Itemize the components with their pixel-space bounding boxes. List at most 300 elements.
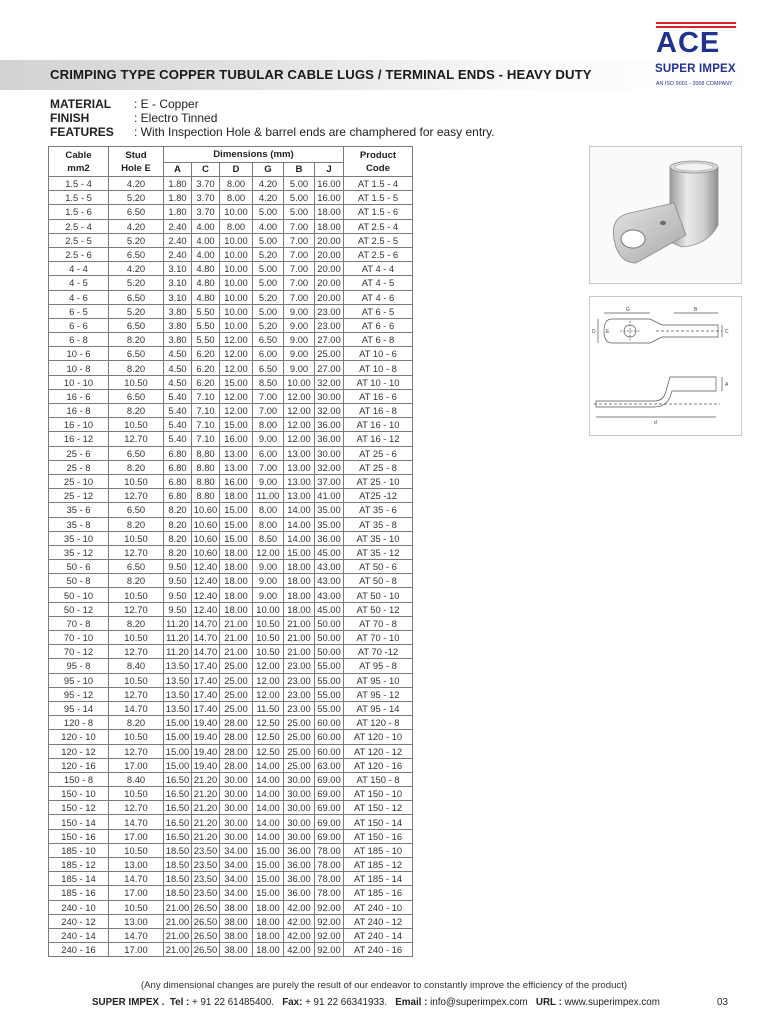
table-cell: 15.00 [220, 531, 253, 545]
table-cell: 150 - 12 [49, 801, 109, 815]
table-row [49, 616, 413, 630]
table-cell: 78.00 [315, 872, 344, 886]
table-cell: 26.50 [192, 943, 220, 957]
table-cell: 16.00 [220, 474, 253, 488]
table-cell: 10 - 6 [49, 347, 109, 361]
table-cell: 10.00 [253, 602, 284, 616]
label-d: D [592, 329, 596, 335]
table-row [49, 262, 413, 276]
table-cell: 15.00 [220, 517, 253, 531]
table-cell: 15.00 [253, 886, 284, 900]
table-cell: 10.50 [109, 474, 164, 488]
table-cell: 14.70 [109, 872, 164, 886]
table-cell: 9.50 [164, 588, 192, 602]
table-cell: AT 2.5 - 5 [344, 233, 413, 247]
table-cell: 43.00 [315, 588, 344, 602]
table-cell: AT 150 - 14 [344, 815, 413, 829]
logo-company-name: SUPER IMPEX [655, 63, 736, 75]
table-cell: 6.50 [109, 503, 164, 517]
table-cell: 20.00 [315, 233, 344, 247]
table-cell: AT 240 - 10 [344, 900, 413, 914]
spec-label: FEATURES [50, 125, 114, 139]
table-cell: 27.00 [315, 361, 344, 375]
table-cell: 12.40 [192, 588, 220, 602]
table-cell: 12.00 [253, 673, 284, 687]
table-cell: 34.00 [220, 886, 253, 900]
table-cell: 50 - 10 [49, 588, 109, 602]
table-cell: 10.00 [284, 375, 315, 389]
table-cell: 5.40 [164, 389, 192, 403]
table-cell: 12.00 [284, 432, 315, 446]
table-cell: 21.00 [220, 645, 253, 659]
table-cell: 4.20 [109, 219, 164, 233]
table-cell: 13.00 [220, 446, 253, 460]
table-cell: AT 2.5 - 6 [344, 247, 413, 261]
table-cell: 8.20 [164, 531, 192, 545]
table-row [49, 687, 413, 701]
table-cell: 7.00 [253, 404, 284, 418]
table-cell: 6.00 [253, 347, 284, 361]
table-cell: AT 95 - 14 [344, 701, 413, 715]
table-cell: 25.00 [220, 687, 253, 701]
table-cell: 6.50 [109, 205, 164, 219]
table-cell: 37.00 [315, 474, 344, 488]
table-row [49, 191, 413, 205]
table-cell: 13.00 [284, 446, 315, 460]
table-cell: 17.00 [109, 758, 164, 772]
table-cell: 8.20 [164, 503, 192, 517]
table-cell: 5.20 [253, 318, 284, 332]
table-cell: 5.00 [284, 205, 315, 219]
table-cell: 10.60 [192, 531, 220, 545]
table-row [49, 602, 413, 616]
table-cell: 21.20 [192, 829, 220, 843]
table-cell: 10.00 [220, 205, 253, 219]
header-dimensions: Dimensions (mm) [164, 147, 344, 163]
table-cell: 13.00 [284, 474, 315, 488]
table-cell: AT 35 - 10 [344, 531, 413, 545]
table-cell: 12.00 [220, 404, 253, 418]
table-cell: 32.00 [315, 404, 344, 418]
table-cell: 17.40 [192, 701, 220, 715]
table-cell: 8.80 [192, 489, 220, 503]
table-cell: 30.00 [220, 787, 253, 801]
table-cell: AT 150 - 16 [344, 829, 413, 843]
table-cell: 10.00 [220, 290, 253, 304]
table-cell: AT 16 - 8 [344, 404, 413, 418]
footer-email-label: Email : [395, 997, 428, 1008]
table-cell: 12.00 [284, 404, 315, 418]
header-dim-d: D [220, 163, 253, 177]
table-cell: 34.00 [220, 843, 253, 857]
table-cell: 8.20 [164, 517, 192, 531]
table-cell: 8.50 [253, 375, 284, 389]
table-cell: 6.50 [109, 560, 164, 574]
table-cell: 17.00 [109, 829, 164, 843]
table-cell: 30.00 [284, 801, 315, 815]
table-row [49, 233, 413, 247]
table-cell: 18.00 [253, 900, 284, 914]
table-cell: 6.50 [109, 446, 164, 460]
table-cell: AT 6 - 8 [344, 333, 413, 347]
table-cell: 50.00 [315, 631, 344, 645]
table-cell: 18.00 [220, 560, 253, 574]
table-cell: 5.50 [192, 333, 220, 347]
table-cell: 16.50 [164, 801, 192, 815]
table-cell: 6.50 [253, 361, 284, 375]
table-cell: 4.20 [109, 262, 164, 276]
table-cell: 38.00 [220, 928, 253, 942]
table-cell: 12.00 [220, 333, 253, 347]
table-cell: 13.50 [164, 673, 192, 687]
label-b: B [694, 307, 698, 313]
table-cell: AT 6 - 5 [344, 304, 413, 318]
page-number: 03 [717, 997, 728, 1008]
table-cell: 150 - 8 [49, 772, 109, 786]
table-cell: 6.50 [253, 333, 284, 347]
table-cell: 41.00 [315, 489, 344, 503]
table-cell: AT 185 - 14 [344, 872, 413, 886]
table-cell: 36.00 [315, 432, 344, 446]
table-cell: 8.20 [109, 616, 164, 630]
table-cell: 14.00 [253, 758, 284, 772]
table-cell: 4.20 [253, 177, 284, 191]
table-cell: 5.00 [284, 191, 315, 205]
table-cell: 16.50 [164, 772, 192, 786]
table-cell: 3.80 [164, 333, 192, 347]
table-cell: 240 - 12 [49, 914, 109, 928]
table-cell: 70 - 12 [49, 645, 109, 659]
table-cell: 5.20 [109, 191, 164, 205]
logo-stripe-top [656, 22, 736, 24]
label-e: E [606, 329, 610, 335]
table-cell: 120 - 10 [49, 730, 109, 744]
table-cell: 92.00 [315, 900, 344, 914]
table-cell: 12.70 [109, 489, 164, 503]
table-cell: 16 - 6 [49, 389, 109, 403]
table-cell: 15.00 [164, 730, 192, 744]
table-cell: 60.00 [315, 744, 344, 758]
table-cell: 18.00 [284, 602, 315, 616]
table-cell: 11.50 [253, 701, 284, 715]
table-cell: AT 120 - 12 [344, 744, 413, 758]
table-row [49, 404, 413, 418]
table-cell: 92.00 [315, 914, 344, 928]
table-cell: 8.80 [192, 446, 220, 460]
table-cell: 78.00 [315, 858, 344, 872]
table-cell: 16 - 10 [49, 418, 109, 432]
page-title: CRIMPING TYPE COPPER TUBULAR CABLE LUGS / TERMINAL ENDS - HEAVY DUTY [50, 67, 592, 82]
table-cell: 5.20 [109, 233, 164, 247]
table-row [49, 815, 413, 829]
table-cell: AT 70 - 8 [344, 616, 413, 630]
table-cell: 15.00 [253, 858, 284, 872]
table-cell: 14.70 [192, 631, 220, 645]
table-cell: 4.80 [192, 276, 220, 290]
table-cell: 9.50 [164, 560, 192, 574]
table-cell: 14.00 [284, 503, 315, 517]
table-cell: 6.20 [192, 361, 220, 375]
table-cell: 17.40 [192, 687, 220, 701]
table-cell: 30.00 [315, 389, 344, 403]
table-cell: 4.50 [164, 347, 192, 361]
table-cell: 12.00 [220, 389, 253, 403]
table-cell: 2.5 - 5 [49, 233, 109, 247]
table-cell: 45.00 [315, 602, 344, 616]
table-cell: 3.10 [164, 276, 192, 290]
table-row [49, 900, 413, 914]
table-cell: 10.00 [220, 318, 253, 332]
table-cell: 4.00 [192, 233, 220, 247]
table-cell: 5.50 [192, 304, 220, 318]
table-cell: 20.00 [315, 290, 344, 304]
table-row [49, 744, 413, 758]
table-cell: 21.00 [164, 900, 192, 914]
table-cell: 35 - 10 [49, 531, 109, 545]
table-cell: AT 1.5 - 5 [344, 191, 413, 205]
table-cell: 17.00 [109, 943, 164, 957]
table-cell: AT 95 - 8 [344, 659, 413, 673]
table-cell: 2.40 [164, 233, 192, 247]
table-cell: AT 25 - 6 [344, 446, 413, 460]
table-cell: 6.50 [109, 290, 164, 304]
table-cell: 69.00 [315, 801, 344, 815]
table-cell: 5.00 [284, 177, 315, 191]
table-row [49, 432, 413, 446]
table-cell: 3.10 [164, 262, 192, 276]
table-cell: 50 - 6 [49, 560, 109, 574]
table-cell: 34.00 [220, 872, 253, 886]
table-row [49, 730, 413, 744]
table-cell: 14.00 [253, 815, 284, 829]
table-cell: 15.00 [284, 545, 315, 559]
footer-email-link[interactable]: info@superimpex.com [430, 997, 528, 1008]
table-cell: 17.40 [192, 659, 220, 673]
table-cell: 55.00 [315, 701, 344, 715]
table-cell: AT 50 - 8 [344, 574, 413, 588]
table-cell: 25.00 [284, 730, 315, 744]
table-cell: 1.5 - 6 [49, 205, 109, 219]
table-cell: 4.80 [192, 290, 220, 304]
table-cell: 36.00 [284, 843, 315, 857]
spec-features [50, 125, 495, 139]
table-cell: AT 10 - 6 [344, 347, 413, 361]
table-cell: 30.00 [284, 829, 315, 843]
table-cell: 26.50 [192, 914, 220, 928]
table-cell: 5.40 [164, 432, 192, 446]
table-row [49, 205, 413, 219]
table-cell: 9.00 [284, 304, 315, 318]
table-cell: 12.00 [220, 347, 253, 361]
table-cell: 28.00 [220, 758, 253, 772]
table-cell: 2.5 - 4 [49, 219, 109, 233]
table-cell: 12.00 [253, 545, 284, 559]
table-cell: 21.00 [220, 631, 253, 645]
table-cell: 21.00 [164, 928, 192, 942]
table-cell: AT 120 - 8 [344, 716, 413, 730]
table-cell: 18.00 [315, 205, 344, 219]
company-logo [653, 16, 737, 92]
table-cell: 17.40 [192, 673, 220, 687]
table-cell: 12.00 [253, 687, 284, 701]
table-cell: 69.00 [315, 787, 344, 801]
label-d-lower: d [654, 420, 657, 426]
table-cell: 6.50 [109, 318, 164, 332]
table-row [49, 787, 413, 801]
table-cell: 18.00 [253, 943, 284, 957]
table-cell: 25 - 12 [49, 489, 109, 503]
table-cell: 69.00 [315, 772, 344, 786]
table-cell: 92.00 [315, 943, 344, 957]
table-cell: 18.00 [284, 588, 315, 602]
table-cell: 4 - 6 [49, 290, 109, 304]
table-cell: 78.00 [315, 843, 344, 857]
table-cell: 19.40 [192, 730, 220, 744]
table-cell: 25 - 8 [49, 460, 109, 474]
table-cell: 18.00 [220, 489, 253, 503]
footer-tel-label: Tel : [169, 997, 190, 1008]
table-cell: 16.00 [315, 191, 344, 205]
table-cell: 16.50 [164, 787, 192, 801]
table-cell: 2.5 - 6 [49, 247, 109, 261]
table-cell: 4.00 [192, 247, 220, 261]
table-cell: 28.00 [220, 730, 253, 744]
table-cell: 15.00 [164, 758, 192, 772]
table-cell: 14.00 [253, 772, 284, 786]
table-row [49, 588, 413, 602]
table-cell: 20.00 [315, 276, 344, 290]
table-cell: 6 - 8 [49, 333, 109, 347]
spec-material [50, 97, 199, 111]
table-cell: 50 - 8 [49, 574, 109, 588]
table-cell: 45.00 [315, 545, 344, 559]
table-cell: 10.50 [109, 531, 164, 545]
table-cell: 9.00 [253, 474, 284, 488]
table-cell: 36.00 [315, 531, 344, 545]
table-cell: 26.50 [192, 900, 220, 914]
table-cell: 18.00 [284, 560, 315, 574]
table-cell: AT 16 - 10 [344, 418, 413, 432]
table-cell: 6.80 [164, 446, 192, 460]
table-row [49, 560, 413, 574]
table-cell: 21.00 [164, 943, 192, 957]
table-cell: 15.00 [164, 744, 192, 758]
table-cell: 7.10 [192, 432, 220, 446]
table-cell: 18.00 [220, 602, 253, 616]
table-cell: 9.00 [253, 560, 284, 574]
table-cell: 23.00 [315, 318, 344, 332]
table-cell: 5.00 [253, 262, 284, 276]
table-row [49, 304, 413, 318]
table-cell: 11.20 [164, 616, 192, 630]
table-row [49, 517, 413, 531]
table-cell: 9.00 [284, 361, 315, 375]
table-cell: AT 240 - 14 [344, 928, 413, 942]
table-cell: 14.70 [109, 928, 164, 942]
table-cell: 16.50 [164, 815, 192, 829]
table-row [49, 361, 413, 375]
table-cell: 9.00 [253, 588, 284, 602]
table-cell: 15.00 [253, 872, 284, 886]
table-cell: AT 240 - 12 [344, 914, 413, 928]
table-cell: 8.20 [109, 517, 164, 531]
table-cell: 28.00 [220, 744, 253, 758]
table-cell: 5.20 [109, 276, 164, 290]
table-cell: 8.20 [109, 574, 164, 588]
table-cell: 240 - 10 [49, 900, 109, 914]
table-cell: 15.00 [220, 418, 253, 432]
table-cell: 7.00 [284, 276, 315, 290]
table-row [49, 801, 413, 815]
table-cell: 36.00 [284, 872, 315, 886]
table-cell: 12.70 [109, 645, 164, 659]
table-cell: 10.50 [109, 843, 164, 857]
table-cell: 7.00 [284, 247, 315, 261]
table-cell: 13.00 [284, 460, 315, 474]
table-row [49, 531, 413, 545]
table-cell: 5.00 [253, 205, 284, 219]
table-cell: 34.00 [220, 858, 253, 872]
table-cell: 150 - 14 [49, 815, 109, 829]
table-cell: 8.80 [192, 460, 220, 474]
table-cell: 8.20 [109, 716, 164, 730]
table-cell: AT 240 - 16 [344, 943, 413, 957]
table-cell: 6.50 [109, 247, 164, 261]
table-cell: 27.00 [315, 333, 344, 347]
table-row [49, 503, 413, 517]
table-cell: 50 - 12 [49, 602, 109, 616]
table-cell: AT 50 - 10 [344, 588, 413, 602]
table-cell: 1.5 - 5 [49, 191, 109, 205]
table-row [49, 843, 413, 857]
table-row [49, 290, 413, 304]
table-cell: 21.00 [284, 616, 315, 630]
table-cell: 5.00 [253, 304, 284, 318]
table-cell: 18.00 [220, 588, 253, 602]
table-cell: 240 - 16 [49, 943, 109, 957]
table-cell: 10.00 [220, 262, 253, 276]
table-cell: 20.00 [315, 262, 344, 276]
table-cell: 10.60 [192, 517, 220, 531]
table-row [49, 276, 413, 290]
table-cell: 12.70 [109, 545, 164, 559]
table-cell: AT 10 - 10 [344, 375, 413, 389]
table-cell: AT 35 - 6 [344, 503, 413, 517]
table-row [49, 247, 413, 261]
lug-illustration [590, 147, 741, 283]
table-cell: 14.00 [253, 801, 284, 815]
table-cell: 12.70 [109, 801, 164, 815]
drawing-svg [590, 297, 741, 435]
footer-url-link[interactable]: www.superimpex.com [564, 997, 660, 1008]
table-cell: AT 10 - 8 [344, 361, 413, 375]
table-cell: AT 25 - 10 [344, 474, 413, 488]
table-cell: 18.00 [315, 219, 344, 233]
label-a: A [725, 382, 729, 388]
table-cell: 19.40 [192, 758, 220, 772]
table-cell: 38.00 [220, 914, 253, 928]
table-cell: 13.00 [109, 914, 164, 928]
table-cell: 6.20 [192, 347, 220, 361]
table-cell: 6 - 5 [49, 304, 109, 318]
table-row [49, 446, 413, 460]
spec-label: FINISH [50, 111, 90, 125]
table-cell: AT 16 - 6 [344, 389, 413, 403]
table-cell: 35 - 12 [49, 545, 109, 559]
table-cell: 50.00 [315, 645, 344, 659]
table-cell: 9.00 [284, 318, 315, 332]
table-cell: 16.00 [315, 177, 344, 191]
